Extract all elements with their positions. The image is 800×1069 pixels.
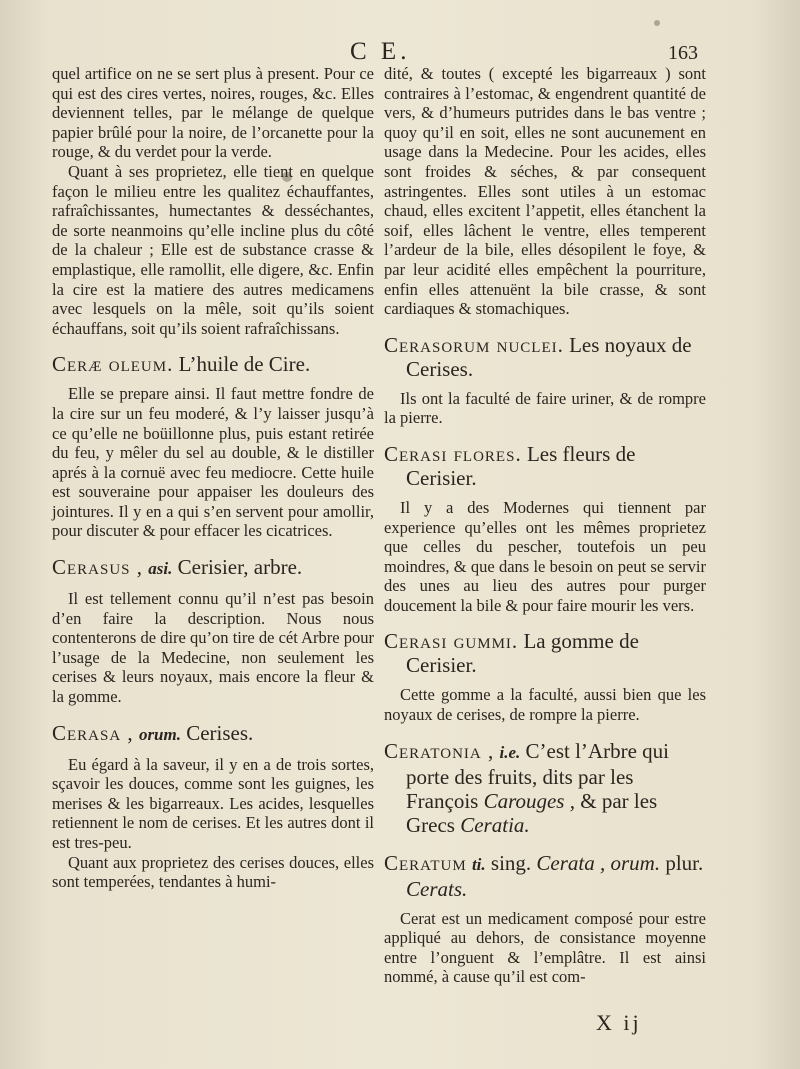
entry-latin-name: Ceratum <box>384 850 467 875</box>
entry-declension: i.e. <box>499 742 521 762</box>
entry-heading <box>52 555 374 581</box>
entry-italic-term: Carouges , <box>483 788 575 813</box>
entry-heading <box>384 629 706 677</box>
entry-french-name: L’huile de Cire. <box>178 352 311 377</box>
left-column <box>52 64 374 892</box>
right-column <box>384 64 706 987</box>
entry-heading <box>52 352 374 376</box>
entry-latin-name: Cerasa , <box>52 720 134 745</box>
entry-latin-name: Cerasorum nuclei. <box>384 332 564 357</box>
entry-heading <box>384 851 706 901</box>
signature-mark: X ij <box>596 1010 642 1035</box>
paragraph: quel artifice on ne se sert plus à present. Pour ce qui est des cires vertes, noires, rouges, &c. Elles deviennent telles, par le mélange de quelque papier brûlé pour la noire, de l’orcanette pour la rouge, & du verdet pour la verde. <box>52 64 374 162</box>
entry-heading <box>384 442 706 490</box>
ink-spot <box>282 172 292 182</box>
paragraph: dité, & toutes ( excepté les bigarreaux ) sont contraires à l’estomac, & engendrent quantité de vers, & d’humeurs putrides dans le bas ventre ; quoy qu’il en soit, elles ne sont aucunement en usage dans la Medecine. Pour les acides, elles sont froides & séches, & par consequent astringentes. Elles sont utiles à un estomac chaud, elles excitent l’appetit, elles étanchent la soif, elles lâchent le ventre, elles temperent l’ardeur de la bile, elles désopilent le foye, & par leur acidité elles empêchent la pourriture, enfin elles attenuënt la bile crasse, & sont cardiaques & stomachiques. <box>384 64 706 319</box>
paragraph: Elle se prepare ainsi. Il faut mettre fondre de la cire sur un feu moderé, & l’y laisser jusqu’à ce qu’elle ne boüillonne plus, puis estant retirée du feu, y mêler du sel au double, & le distiller aprés à la cornuë avec feu mediocre. Cette huile est souveraine pour appaiser les douleurs des jointures. Il y en a qui s’en servent pour amollir, pour discuter & pour effacer les cicatrices. <box>52 384 374 541</box>
entry-declension: asi. <box>148 559 173 579</box>
paragraph: Quant aux proprietez des cerises douces, elles sont temperées, tendantes à humi- <box>52 852 374 892</box>
entry-latin-name: Ceræ oleum. <box>52 352 174 377</box>
paragraph: Eu égard à la saveur, il y en a de trois sortes, sçavoir les douces, comme sont les guignes, les merises & les bigarreaux. Les acides, lesquelles retiennent le nom de cerises. Et les autres dont il est tres-peu. <box>52 754 374 852</box>
entry-french-name: Les noyaux de Cerises. <box>406 332 692 381</box>
entry-latin-name: Cerasus , <box>52 555 144 580</box>
entry-heading <box>384 739 706 837</box>
entry-declension: ti. <box>471 854 486 874</box>
entry-latin-name: Ceratonia , <box>384 738 495 763</box>
entry-latin-name: Cerasi flores. <box>384 441 522 466</box>
entry-french-name: Cerises. <box>186 720 254 745</box>
entry-italic-term: Cerats. <box>406 876 468 901</box>
entry-french-name: La gomme de Cerisier. <box>406 629 639 678</box>
entry-italic-term: Cerata , orum. <box>536 850 661 875</box>
entry-latin-name: Cerasi gummi. <box>384 629 519 654</box>
paragraph: Il y a des Modernes qui tiennent par experience qu’elles ont les mêmes proprietez que celles du pescher, toutefois un peu moindres, & que dans le besoin on peut se servir des unes au lieu des autres pour purger doucement la bile & pour faire mourir les vers. <box>384 497 706 615</box>
entry-definition: C’est l’Arbre qui porte des fruits, dits par les François <box>406 738 669 813</box>
entry-definition: sing. <box>490 850 532 875</box>
running-title: C E. <box>350 38 411 65</box>
paragraph: Il est tellement connu qu’il n’est pas besoin d’en faire la description. Nous nous contenterons de dire qu’on tire de cét Arbre pour l’usage de la Medecine, non seulement les cerises & leurs noyaux, mais encore la fleur & la gomme. <box>52 589 374 707</box>
paragraph: Ils ont la faculté de faire uriner, & de rompre la pierre. <box>384 388 706 428</box>
page-number: 163 <box>668 42 698 64</box>
entry-definition: & par les Grecs <box>406 788 658 837</box>
paragraph: Cette gomme a la faculté, aussi bien que les noyaux de cerises, de rompre la pierre. <box>384 685 706 725</box>
entry-french-name: Cerisier, arbre. <box>177 555 303 580</box>
paragraph: Quant à ses proprietez, elle tient en quelque façon le milieu entre les qualitez échauffantes, rafraîchissantes, humectantes & desséchantes, de sorte neanmoins qu’elle incline plus du côté de la chaleur ; Elle est de substance crasse & emplastique, elle ramollit, elle digere, &c. Enfin la cire est la matiere des autres medicamens avec lesquels on la mêle, soit qu’ils soient échauffans, soit qu’ils soient rafraîchissans. <box>52 161 374 338</box>
ink-spot <box>654 20 660 26</box>
entry-declension: orum. <box>138 724 181 744</box>
entry-definition: plur. <box>665 850 704 875</box>
entry-heading <box>384 333 706 381</box>
entry-italic-term: Ceratia. <box>460 812 530 837</box>
entry-heading <box>52 721 374 747</box>
paragraph: Cerat est un medicament composé pour estre appliqué au dehors, de consistance moyenne entre l’onguent & l’emplâtre. Il est ainsi nommé, à cause qu’il est com- <box>384 908 706 987</box>
entry-french-name: Les fleurs de Cerisier. <box>406 441 636 490</box>
